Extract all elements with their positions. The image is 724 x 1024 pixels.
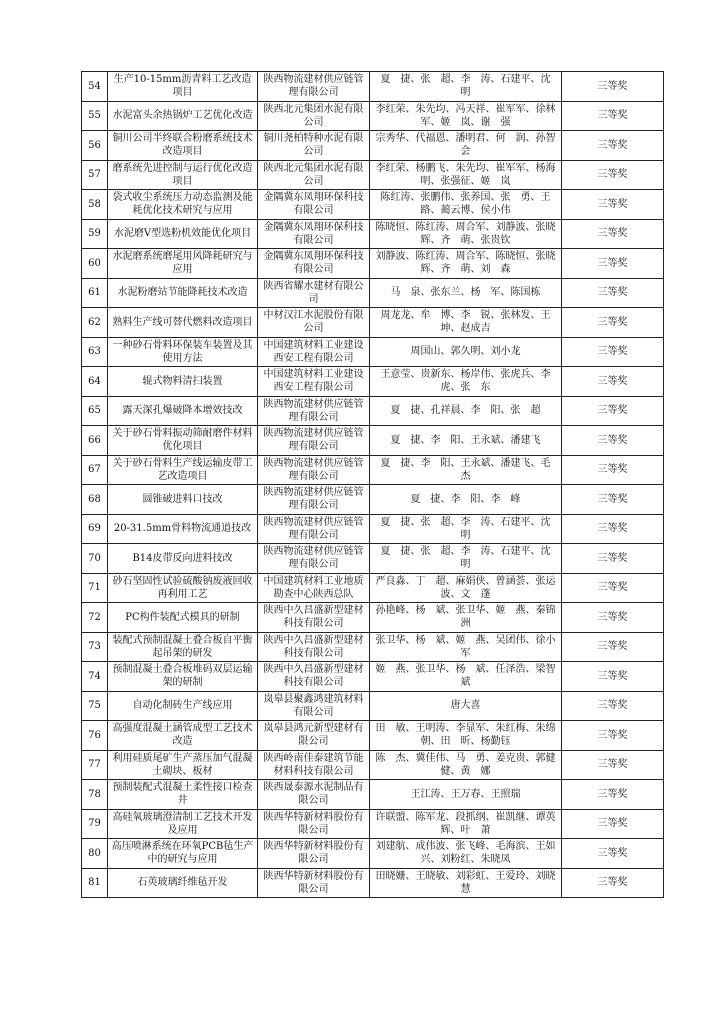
table-row	[82, 691, 664, 721]
completing-people: 夏 捷、李 阳、王永斌、潘建飞	[370, 426, 562, 456]
award-level: 三等奖	[562, 308, 664, 338]
completing-people: 夏 捷、张 超、李 涛、石建平、沈 明	[370, 544, 562, 574]
completing-unit: 岚皋县聚鑫鸿建筑材料有限公司	[258, 691, 370, 721]
completing-people: 李红荣、朱先均、冯天祥、崔军军、徐林军、姬 岚、谢 强	[370, 101, 562, 131]
completing-unit: 中国建筑材料工业建设西安工程有限公司	[258, 367, 370, 397]
project-name: 预制装配式混凝土柔性接口检查井	[108, 780, 258, 810]
award-level: 三等奖	[562, 662, 664, 692]
completing-unit: 陕西北元集团水泥有限公司	[258, 160, 370, 190]
project-name: 关于砂石骨料生产线运输皮带工艺改造项目	[108, 455, 258, 485]
completing-people: 王意莹、贵新东、杨岸伟、张虎兵、李 虎、张 东	[370, 367, 562, 397]
project-name: 磨系统先进控制与运行优化改造项目	[108, 160, 258, 190]
row-number: 74	[82, 662, 108, 692]
row-number: 67	[82, 455, 108, 485]
completing-unit: 中国建筑材料工业建设西安工程有限公司	[258, 337, 370, 367]
table-row	[82, 455, 664, 485]
award-level: 三等奖	[562, 396, 664, 426]
project-name: 砂石坚固性试验硫酸钠废液回收再利用工艺	[108, 573, 258, 603]
table-row	[82, 249, 664, 279]
row-number: 58	[82, 190, 108, 220]
row-number: 55	[82, 101, 108, 131]
completing-unit: 陕西北元集团水泥有限公司	[258, 101, 370, 131]
project-name: 装配式预制混凝土叠合板自平衡起吊架的研发	[108, 632, 258, 662]
row-number: 73	[82, 632, 108, 662]
table-row	[82, 278, 664, 308]
completing-unit: 陕西物流建材供应链管理有限公司	[258, 485, 370, 515]
project-name: 高硅氧玻璃澄清制工艺技术开发及应用	[108, 809, 258, 839]
table-row	[82, 514, 664, 544]
completing-people: 田 敏、王明涛、李显军、朱红梅、朱绵朝、田 昕、杨勤钰	[370, 721, 562, 751]
completing-unit: 陕西中久昌盛新型建材科技有限公司	[258, 662, 370, 692]
completing-unit: 陕西物流建材供应链管理有限公司	[258, 455, 370, 485]
award-level: 三等奖	[562, 691, 664, 721]
table-row	[82, 809, 664, 839]
row-number: 57	[82, 160, 108, 190]
row-number: 77	[82, 750, 108, 780]
completing-people: 严良淼、丁 超、麻娟侠、曾涵荟、张运波、文 蓬	[370, 573, 562, 603]
row-number: 80	[82, 839, 108, 869]
award-level: 三等奖	[562, 131, 664, 161]
completing-people: 夏 捷、张 超、李 涛、石建平、沈 明	[370, 72, 562, 102]
award-level: 三等奖	[562, 750, 664, 780]
completing-people: 刘建航、成伟波、张飞峰、毛海滨、王如兴、刘粉红、朱晓凤	[370, 839, 562, 869]
project-name: 熟料生产线可替代燃料改造项目	[108, 308, 258, 338]
row-number: 68	[82, 485, 108, 515]
award-level: 三等奖	[562, 455, 664, 485]
project-name: 水泥磨系统磨尾用风降耗研究与应用	[108, 249, 258, 279]
table-row	[82, 72, 664, 102]
table-row	[82, 190, 664, 220]
completing-unit: 中国建筑材料工业地质勘查中心陕西总队	[258, 573, 370, 603]
table-row	[82, 839, 664, 869]
row-number: 63	[82, 337, 108, 367]
completing-people: 刘静波、陈红涛、周合军、陈晓恒、张晓辉、齐 萌、刘 森	[370, 249, 562, 279]
project-name: 高强度混凝土涵管成型工艺技术改造	[108, 721, 258, 751]
completing-unit: 陕西物流建材供应链管理有限公司	[258, 514, 370, 544]
table-row	[82, 603, 664, 633]
table-row	[82, 367, 664, 397]
completing-people: 许联盟、陈军龙、段抓纲、崔凯继、谭英辉、叶 萧	[370, 809, 562, 839]
award-level: 三等奖	[562, 72, 664, 102]
table-row	[82, 131, 664, 161]
completing-unit: 岚皋县鸿元新型建材有限公司	[258, 721, 370, 751]
row-number: 79	[82, 809, 108, 839]
completing-people: 陈红涛、张鹏伟、张养国、张 勇、王 路、蔺云博、侯小伟	[370, 190, 562, 220]
project-name: 石英玻璃纤维毡开发	[108, 868, 258, 898]
project-name: 20-31.5mm骨料物流通道技改	[108, 514, 258, 544]
row-number: 70	[82, 544, 108, 574]
table-row	[82, 868, 664, 898]
completing-people: 陈 杰、冀佳伟、马 勇、姜克贵、郭健健、黄 娜	[370, 750, 562, 780]
completing-people: 孙艳峰、杨 斌、张卫华、姬 燕、秦锦洲	[370, 603, 562, 633]
table-row	[82, 426, 664, 456]
table-row	[82, 337, 664, 367]
project-name: 水泥粉磨站节能降耗技术改造	[108, 278, 258, 308]
completing-unit: 金隅冀东凤翔环保科技有限公司	[258, 190, 370, 220]
award-level: 三等奖	[562, 721, 664, 751]
row-number: 62	[82, 308, 108, 338]
project-name: 辊式物料清扫装置	[108, 367, 258, 397]
table-row	[82, 308, 664, 338]
award-table-body	[82, 72, 664, 898]
table-row	[82, 632, 664, 662]
award-level: 三等奖	[562, 278, 664, 308]
table-row	[82, 396, 664, 426]
completing-people: 马 泉、张东兰、杨 军、陈国栋	[370, 278, 562, 308]
award-level: 三等奖	[562, 839, 664, 869]
project-name: 露天深孔爆破降本增效技改	[108, 396, 258, 426]
completing-unit: 陕西华特新材料股份有限公司	[258, 839, 370, 869]
completing-people: 夏 捷、孔祥晨、李 阳、张 超	[370, 396, 562, 426]
table-row	[82, 750, 664, 780]
completing-unit: 陕西物流建材供应链管理有限公司	[258, 426, 370, 456]
completing-unit: 陕西物流建材供应链管理有限公司	[258, 396, 370, 426]
table-row	[82, 160, 664, 190]
completing-unit: 铜川尧柏特种水泥有限公司	[258, 131, 370, 161]
row-number: 65	[82, 396, 108, 426]
completing-people: 李红荣、杨鹏飞、朱先均、崔军军、杨海明、张强征、姬 岚	[370, 160, 562, 190]
project-name: B14皮带反向进料技改	[108, 544, 258, 574]
completing-unit: 陕西中久昌盛新型建材科技有限公司	[258, 603, 370, 633]
award-level: 三等奖	[562, 485, 664, 515]
row-number: 81	[82, 868, 108, 898]
project-name: 自动化制砖生产线应用	[108, 691, 258, 721]
completing-unit: 陕西中久昌盛新型建材科技有限公司	[258, 632, 370, 662]
award-level: 三等奖	[562, 190, 664, 220]
completing-people: 张卫华、杨 斌、姬 燕、吴团伟、徐小军	[370, 632, 562, 662]
completing-unit: 陕西晟泰源水泥制品有限公司	[258, 780, 370, 810]
completing-people: 陈晓恒、陈红涛、周合军、刘静波、张晓辉、齐 萌、张贵钦	[370, 219, 562, 249]
award-level: 三等奖	[562, 573, 664, 603]
project-name: 水泥富头余热锅炉工艺优化改造	[108, 101, 258, 131]
table-row	[82, 721, 664, 751]
completing-people: 宗秀华、代福恩、潘明君、何 润、孙智会	[370, 131, 562, 161]
table-row	[82, 219, 664, 249]
row-number: 76	[82, 721, 108, 751]
project-name: 水泥磨V型选粉机效能优化项目	[108, 219, 258, 249]
project-name: 关于砂石骨料振动筛耐磨件材料优化项目	[108, 426, 258, 456]
award-level: 三等奖	[562, 101, 664, 131]
table-row	[82, 485, 664, 515]
completing-people: 田晓姗、王晓敏、刘彩虹、王爱玲、刘晓慧	[370, 868, 562, 898]
completing-people: 王江涛、王万春、王照瑞	[370, 780, 562, 810]
table-row	[82, 780, 664, 810]
completing-unit: 金隅冀东凤翔环保科技有限公司	[258, 249, 370, 279]
award-level: 三等奖	[562, 632, 664, 662]
row-number: 69	[82, 514, 108, 544]
project-name: 一种砂石骨料环保装车装置及其使用方法	[108, 337, 258, 367]
award-level: 三等奖	[562, 160, 664, 190]
table-row	[82, 544, 664, 574]
table-row	[82, 662, 664, 692]
row-number: 75	[82, 691, 108, 721]
row-number: 59	[82, 219, 108, 249]
completing-people: 周龙龙、牟 博、李 锐、张林发、王 坤、赵成吉	[370, 308, 562, 338]
award-level: 三等奖	[562, 780, 664, 810]
row-number: 71	[82, 573, 108, 603]
project-name: PC构件装配式模具的研制	[108, 603, 258, 633]
completing-unit: 金隅冀东凤翔环保科技有限公司	[258, 219, 370, 249]
completing-people: 夏 捷、李 阳、李 峰	[370, 485, 562, 515]
table-row	[82, 101, 664, 131]
award-level: 三等奖	[562, 868, 664, 898]
completing-people: 周国山、郭久明、刘小龙	[370, 337, 562, 367]
completing-unit: 陕西省耀水建材有限公司	[258, 278, 370, 308]
award-level: 三等奖	[562, 337, 664, 367]
completing-unit: 陕西华特新材料股份有限公司	[258, 868, 370, 898]
project-name: 预制混凝土叠合板堆码双层运输架的研制	[108, 662, 258, 692]
award-level: 三等奖	[562, 219, 664, 249]
award-level: 三等奖	[562, 514, 664, 544]
project-name: 袋式收尘系统压力动态监测及能耗优化技术研究与应用	[108, 190, 258, 220]
completing-unit: 陕西物流建材供应链管理有限公司	[258, 544, 370, 574]
table-row	[82, 573, 664, 603]
completing-people: 夏 捷、张 超、李 涛、石建平、沈 明	[370, 514, 562, 544]
project-name: 圆锥破进料口技改	[108, 485, 258, 515]
completing-unit: 中材汉江水泥股份有限公司	[258, 308, 370, 338]
award-level: 三等奖	[562, 249, 664, 279]
award-level: 三等奖	[562, 544, 664, 574]
award-list-table	[81, 71, 664, 898]
completing-people: 唐大喜	[370, 691, 562, 721]
row-number: 61	[82, 278, 108, 308]
award-level: 三等奖	[562, 809, 664, 839]
project-name: 铜川公司半终联合粉磨系统技术改造项目	[108, 131, 258, 161]
award-level: 三等奖	[562, 367, 664, 397]
completing-people: 夏 捷、李 阳、王永斌、潘建飞、毛 杰	[370, 455, 562, 485]
row-number: 54	[82, 72, 108, 102]
row-number: 60	[82, 249, 108, 279]
row-number: 78	[82, 780, 108, 810]
award-level: 三等奖	[562, 426, 664, 456]
row-number: 56	[82, 131, 108, 161]
project-name: 利用硅质尾矿生产蒸压加气混凝土砌块、板材	[108, 750, 258, 780]
row-number: 72	[82, 603, 108, 633]
row-number: 66	[82, 426, 108, 456]
project-name: 生产10-15mm沥青料工艺改造项目	[108, 72, 258, 102]
row-number: 64	[82, 367, 108, 397]
completing-people: 姬 燕、张卫华、杨 斌、任泽浩、梁智斌	[370, 662, 562, 692]
completing-unit: 陕西华特新材料股份有限公司	[258, 809, 370, 839]
project-name: 高压喷淋系统在环氧PCB毡生产中的研究与应用	[108, 839, 258, 869]
completing-unit: 陕西岭南佳泰建筑节能材料科技有限公司	[258, 750, 370, 780]
completing-unit: 陕西物流建材供应链管理有限公司	[258, 72, 370, 102]
award-level: 三等奖	[562, 603, 664, 633]
